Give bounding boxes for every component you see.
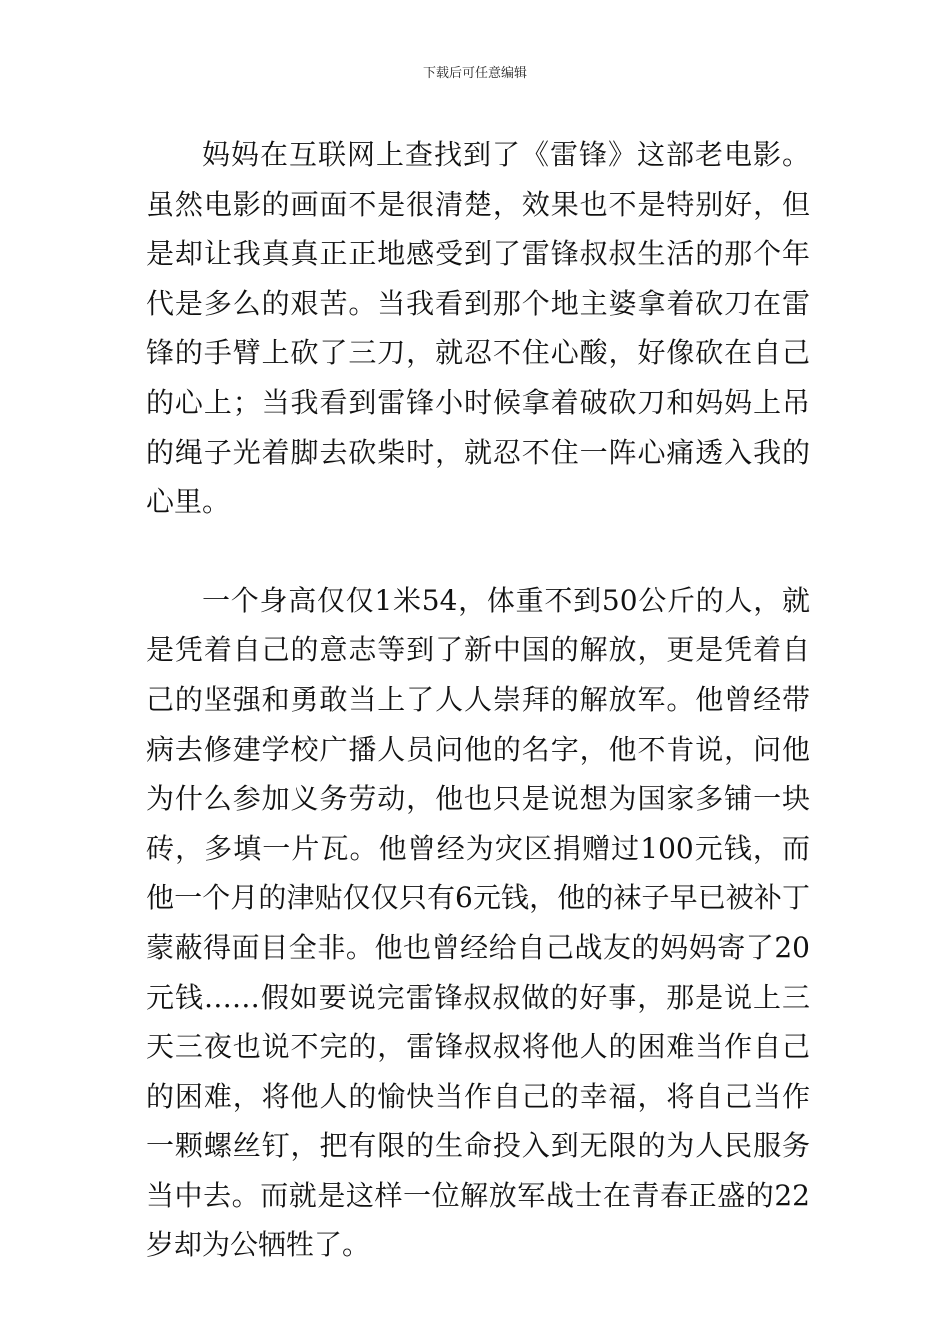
document-body (146, 130, 810, 1270)
paragraph-spacer (146, 527, 810, 576)
paragraph-2: 一个身高仅仅1米54，体重不到50公斤的人，就是凭着自己的意志等到了新中国的解放，更是凭着自己的坚强和勇敢当上了人人崇拜的解放军。他曾经带病去修建学校广播人员问他的名字，他不肯说，问他为什么参加义务劳动，他也只是说想为国家多铺一块砖，多填一片瓦。他曾经为灾区捐赠过100元钱，而他一个月的津贴仅仅只有6元钱，他的袜子早已被补丁蒙蔽得面目全非。他也曾经给自己战友的妈妈寄了20元钱……假如要说完雷锋叔叔做的好事，那是说上三天三夜也说不完的，雷锋叔叔将他人的困难当作自己的困难，将他人的愉快当作自己的幸福，将自己当作一颗螺丝钉，把有限的生命投入到无限的为人民服务当中去。而就是这样一位解放军战士在青春正盛的22岁却为公牺牲了。 (146, 583, 810, 1262)
paragraph-1: 妈妈在互联网上查找到了《雷锋》这部老电影。虽然电影的画面不是很清楚，效果也不是特别好，但是却让我真真正正地感受到了雷锋叔叔生活的那个年代是多么的艰苦。当我看到那个地主婆拿着砍刀在雷锋的手臂上砍了三刀，就忍不住心酸，好像砍在自己的心上；当我看到雷锋小时候拿着破砍刀和妈妈上吊的绳子光着脚去砍柴时，就忍不住一阵心痛透入我的心里。 (146, 138, 810, 519)
page-header: 下载后可任意编辑 (422, 66, 527, 81)
